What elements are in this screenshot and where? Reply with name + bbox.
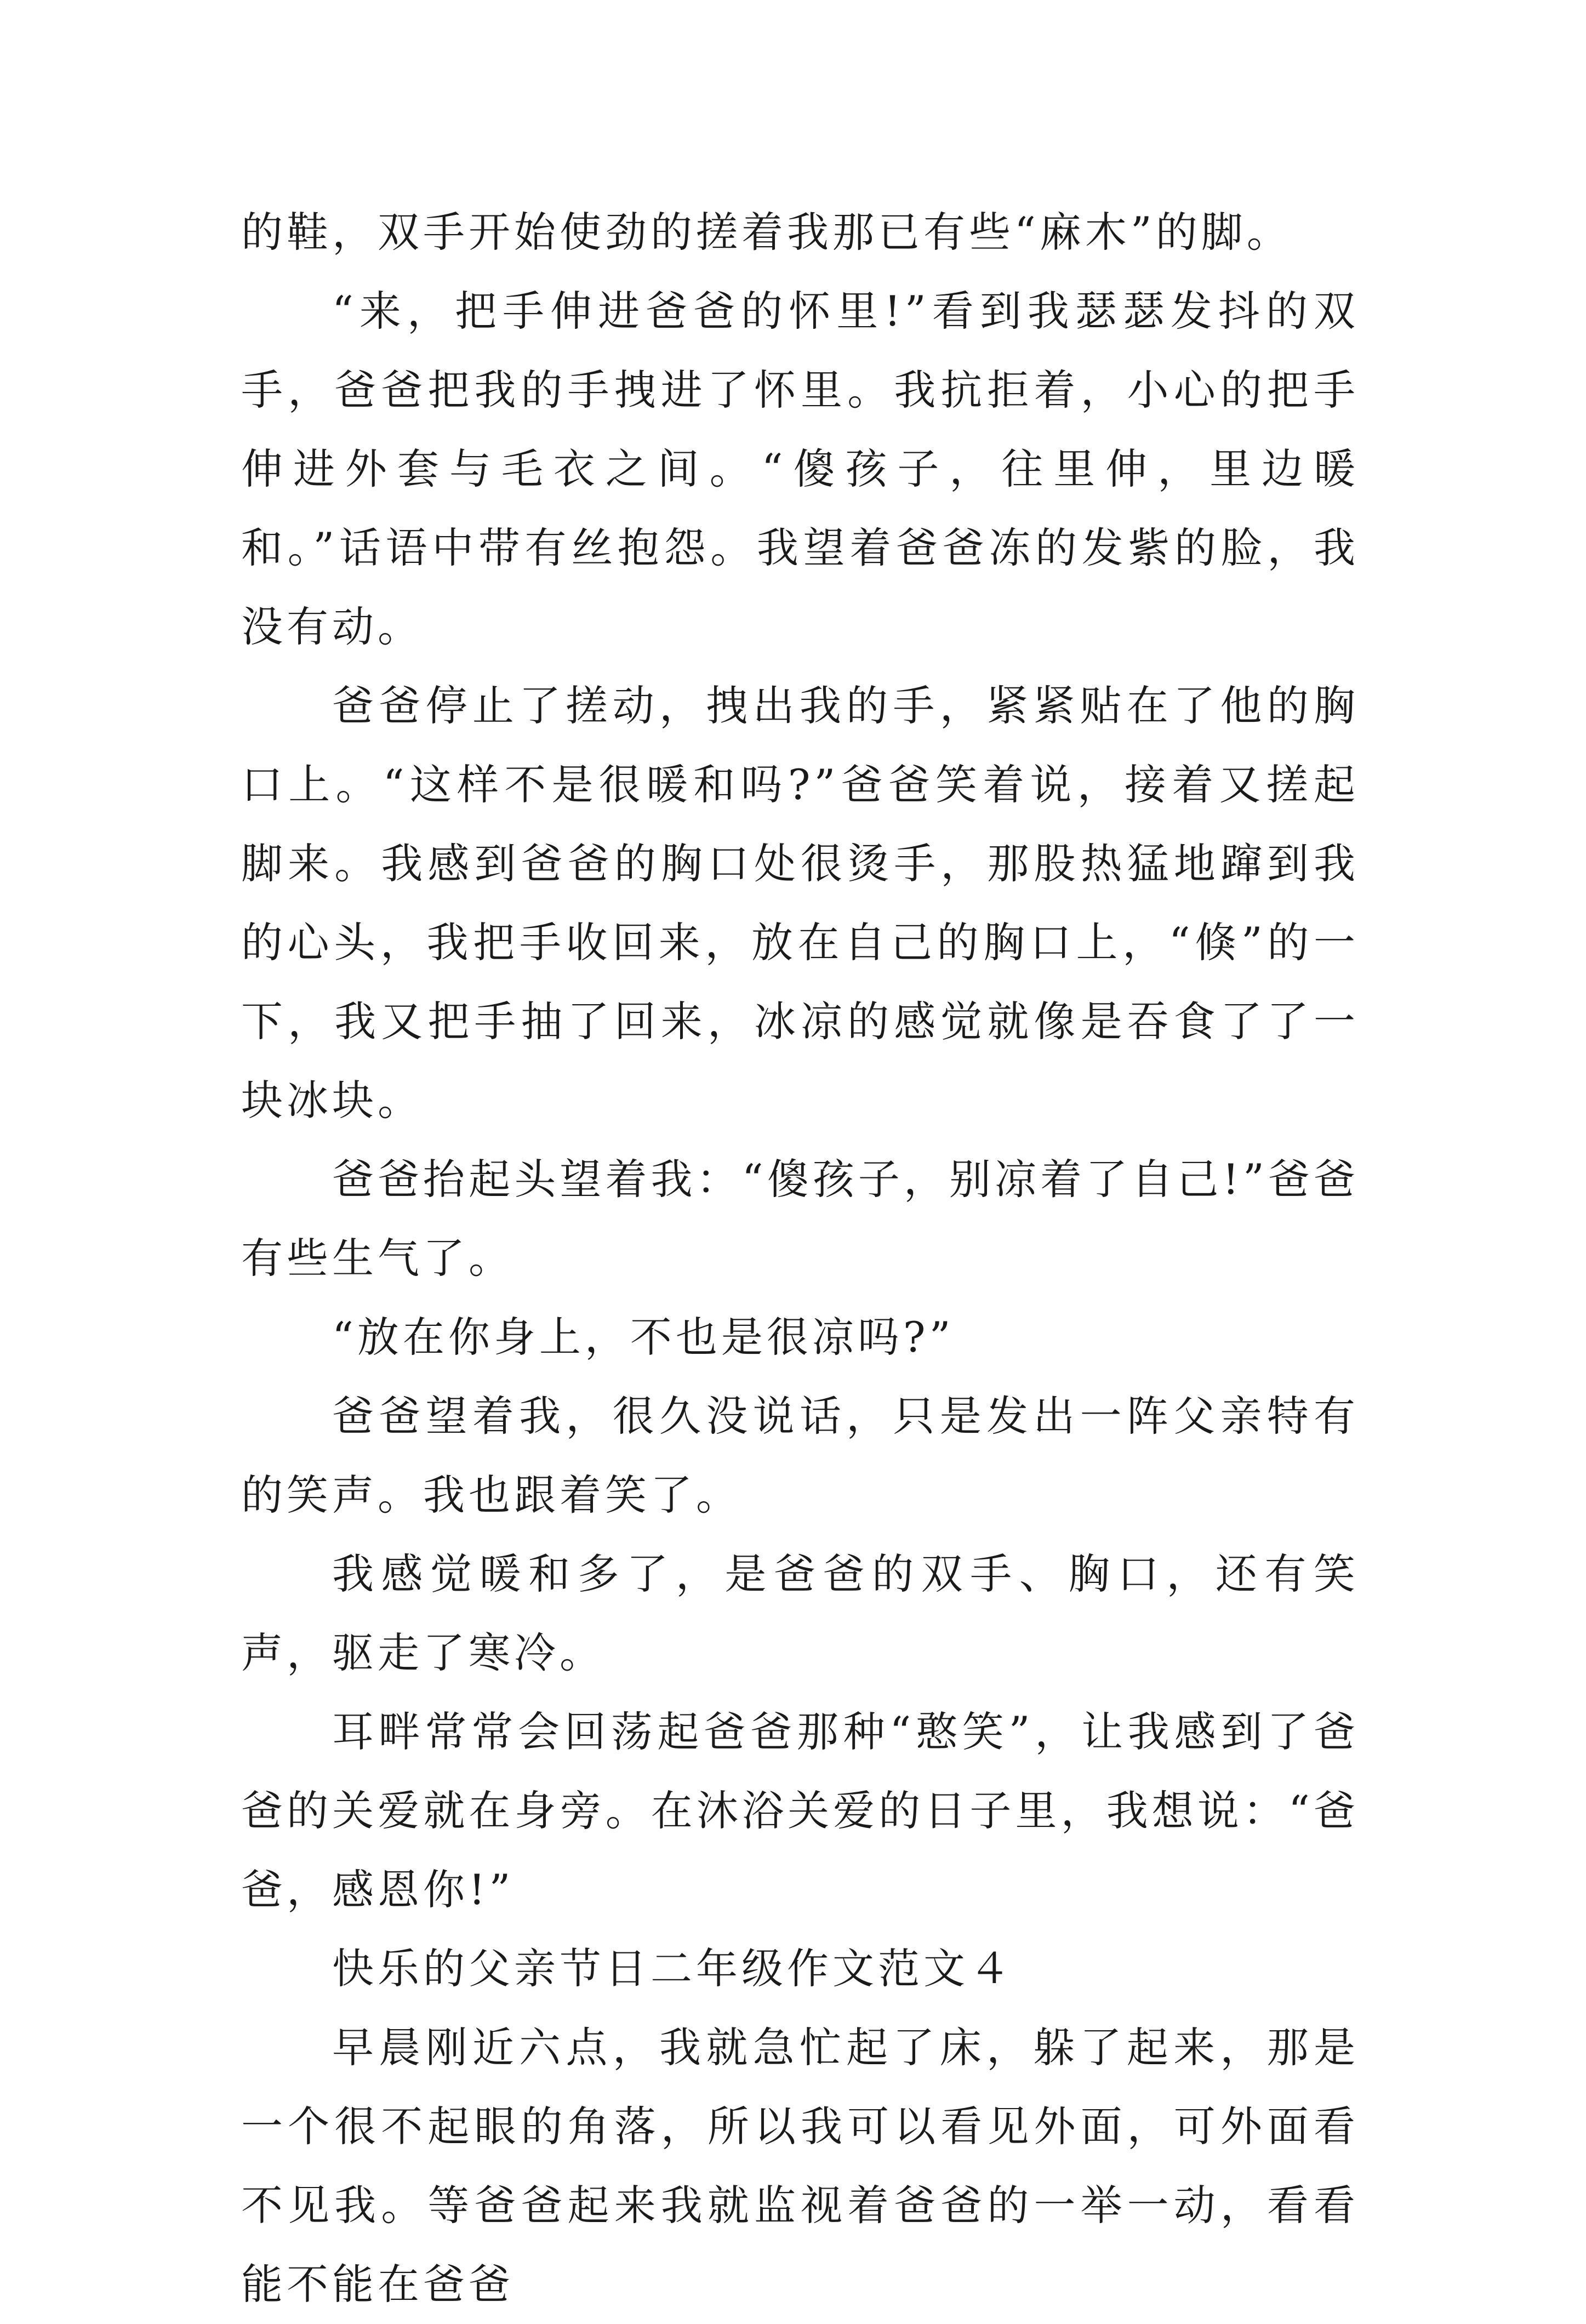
paragraph: “放在你身上，不也是很凉吗?” bbox=[332, 1313, 955, 1362]
section-heading: 快乐的父亲节日二年级作文范文４ bbox=[332, 1944, 1014, 1993]
body-text bbox=[241, 193, 1359, 2324]
paragraph: 爸爸停止了搓动，拽出我的手，紧紧贴在了他的胸口上。“这样不是很暖和吗?”爸爸笑着说，接着又搓起脚来。我感到爸爸的胸口处很烫手，那股热猛地蹿到我的心头，我把手收回来，放在自己的胸口上，“倏”的一下，我又把手抽了回来，冰凉的感觉就像是吞食了了一块冰块。 bbox=[241, 681, 1359, 1125]
paragraph: “来，把手伸进爸爸的怀里!”看到我瑟瑟发抖的双手，爸爸把我的手拽进了怀里。我抗拒着，小心的把手伸进外套与毛衣之间。“傻孩子，往里伸，里边暖和。”话语中带有丝抱怨。我望着爸爸冻的发紫的脸，我没有动。 bbox=[241, 287, 1359, 651]
paragraph: 爸爸抬起头望着我：“傻孩子，别凉着了自己!”爸爸有些生气了。 bbox=[241, 1155, 1359, 1283]
paragraph: 早晨刚近六点，我就急忙起了床，躲了起来，那是一个很不起眼的角落，所以我可以看见外面，可外面看不见我。等爸爸起来我就监视着爸爸的一举一动，看看能不能在爸爸 bbox=[241, 2023, 1359, 2309]
paragraph: 的鞋，双手开始使劲的搓着我那已有些“麻木”的脚。 bbox=[241, 208, 1292, 257]
paragraph: 耳畔常常会回荡起爸爸那种“憨笑”，让我感到了爸爸的关爱就在身旁。在沐浴关爱的日子里，我想说：“爸爸，感恩你!” bbox=[241, 1707, 1359, 1914]
paragraph: 爸爸望着我，很久没说话，只是发出一阵父亲特有的笑声。我也跟着笑了。 bbox=[241, 1392, 1359, 1519]
paragraph: 我感觉暖和多了，是爸爸的双手、胸口，还有笑声，驱走了寒冷。 bbox=[241, 1550, 1359, 1677]
